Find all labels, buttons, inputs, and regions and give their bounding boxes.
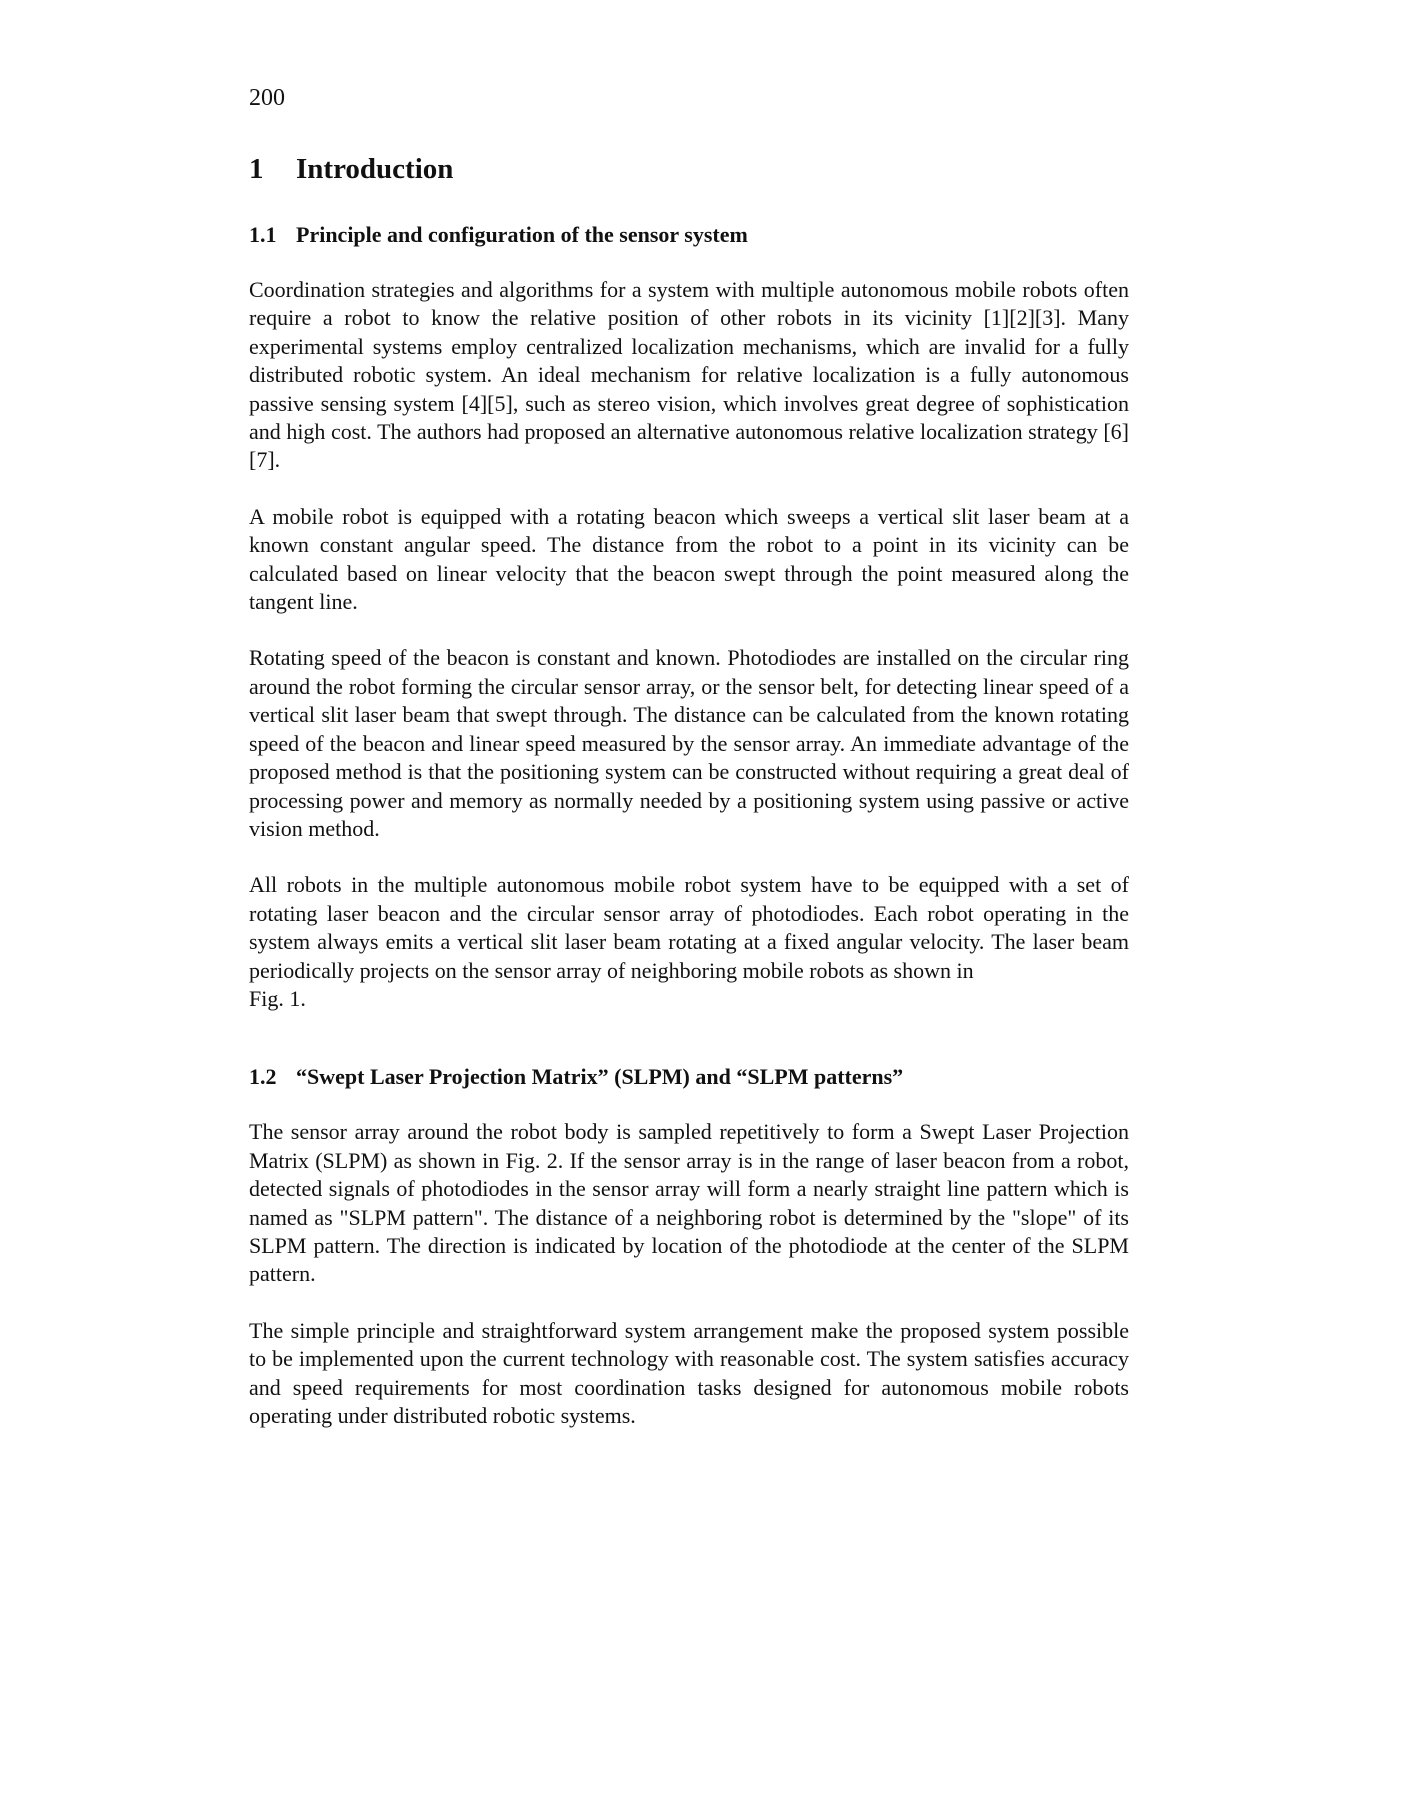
paragraph: Coordination strategies and algorithms for a system with multiple autonomous mobile robots often require a robot to know the relative position of other robots in its vicinity [1][2][3]. Many experimental systems employ centralized localization mechanisms, which are invalid for a fully distributed robotic system. An ideal mechanism for relative localization is a fully autonomous passive sensing system [4][5], such as stereo vision, which involves great degree of sophistication and high cost. The authors had proposed an alternative autonomous relative localization strategy [6][7]. [249,277,1129,473]
figure-reference: Fig. 1. [249,985,306,1011]
paragraph: The sensor array around the robot body is sampled repetitively to form a Swept Laser Projection Matrix (SLPM) as shown in Fig. 2. If the sensor array is in the range of laser beacon from a robot, detected signals of photodiodes in the sensor array will form a nearly straight line pattern which is named as "SLPM pattern". The distance of a neighboring robot is determined by the "slope" of its SLPM pattern. The direction is indicated by location of the photodiode at the center of the SLPM pattern. [249,1119,1129,1287]
paragraph: Rotating speed of the beacon is constant and known. Photodiodes are installed on the circular ring around the robot forming the circular sensor array, or the sensor belt, for detecting linear speed of a vertical slit laser beam that swept through. The distance can be calculated from the known rotating speed of the beacon and linear speed measured by the sensor array. An immediate advantage of the proposed method is that the positioning system can be constructed without requiring a great deal of processing power and memory as normally needed by a positioning system using passive or active vision method. [249,645,1129,841]
paragraph [249,871,1129,1013]
paragraph: A mobile robot is equipped with a rotating beacon which sweeps a vertical slit laser beam at a known constant angular speed. The distance from the robot to a point in its vicinity can be calculated based on linear velocity that the beacon swept through the point measured along the tangent line. [249,503,1129,615]
subsection-number: 1.2 [249,1064,277,1090]
subsection-title: “Swept Laser Projection Matrix” (SLPM) and “SLPM patterns” [296,1064,904,1090]
page-content [249,152,1129,1430]
subsection-heading-1-1 [249,221,1129,249]
section-title: Introduction [296,153,454,185]
subsection-heading-1-2 [249,1063,1129,1091]
paragraph-text: All robots in the multiple autonomous mobile robot system have to be equipped with a set of rotating laser beacon and the circular sensor array of photodiodes. Each robot operating in the system always emits a vertical slit laser beam rotating at a fixed angular velocity. The laser beam periodically projects on the sensor array of neighboring mobile robots as shown in [249,872,1129,983]
subsection-number: 1.1 [249,222,277,247]
section-heading [249,152,1129,186]
paragraph: The simple principle and straightforward system arrangement make the proposed system possible to be implemented upon the current technology with reasonable cost. The system satisfies accuracy and speed requirements for most coordination tasks designed for autonomous mobile robots operating under distributed robotic systems. [249,1317,1129,1428]
subsection-title: Principle and configuration of the sensor system [296,222,748,247]
section-number: 1 [249,153,264,185]
page-number: 200 [249,85,285,111]
